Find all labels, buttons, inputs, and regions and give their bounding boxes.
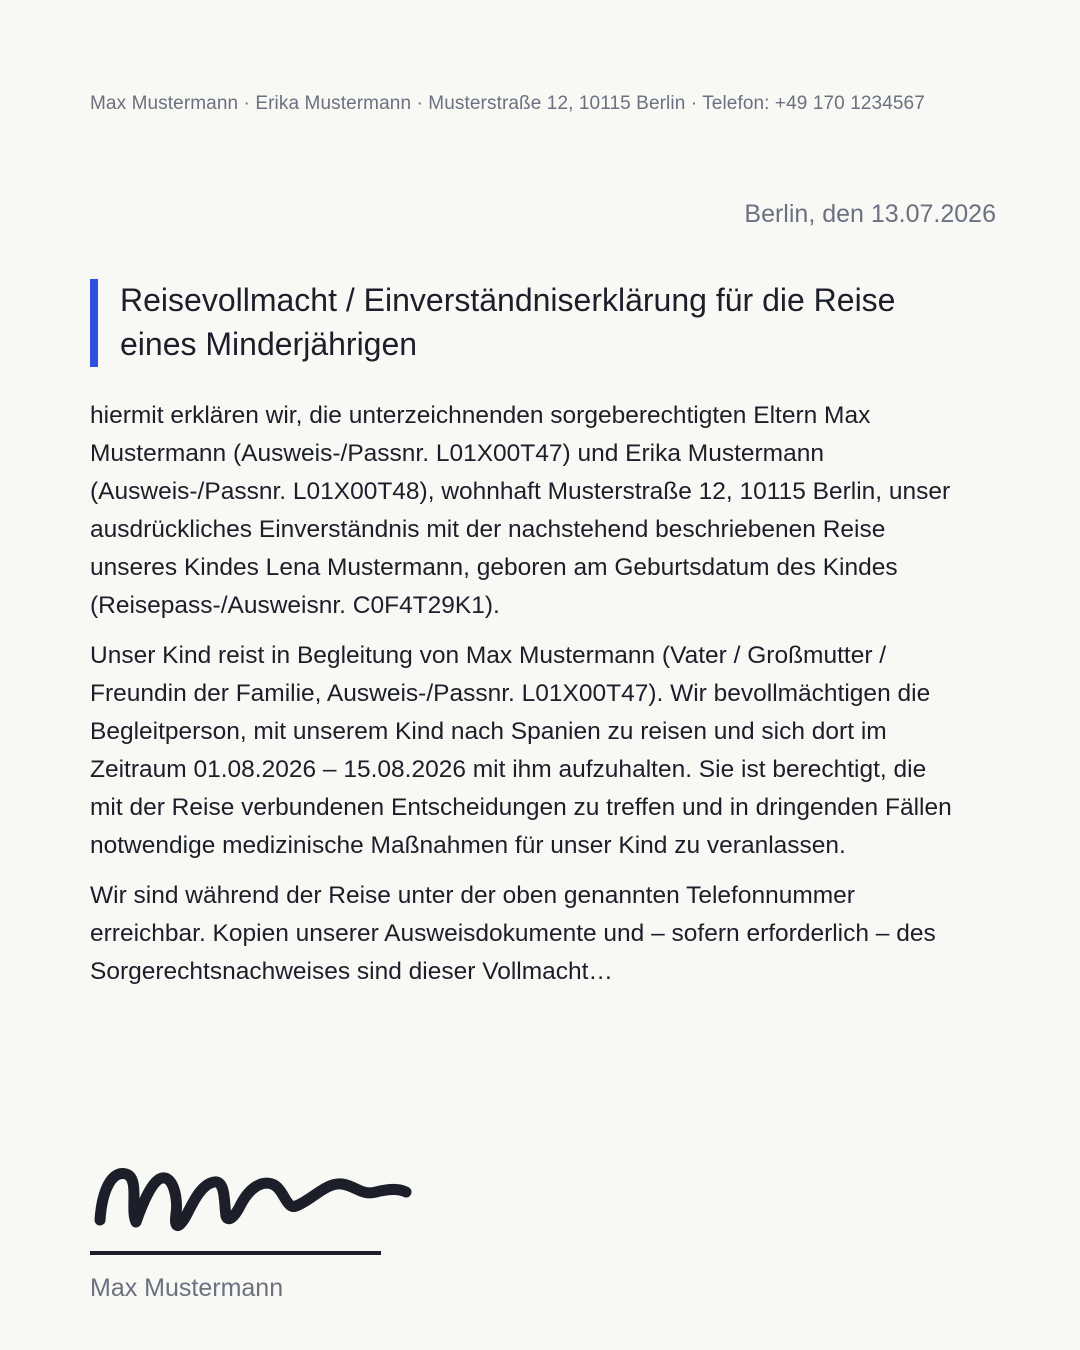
title-block	[90, 279, 950, 367]
handwritten-signature	[90, 1150, 420, 1240]
signature-line	[90, 1251, 381, 1255]
sender-address-line: Max Mustermann · Erika Mustermann · Musterstraße 12, 10115 Berlin · Telefon: +49 170 1234567	[90, 93, 925, 114]
document-title: Reisevollmacht / Einverständniserklärung für die Reise eines Minderjährigen	[120, 282, 896, 362]
letter-page	[90, 0, 996, 1350]
signature-area	[90, 1150, 420, 1302]
body-paragraph-3: Wir sind während der Reise unter der oben genannten Telefonnummer erreichbar. Kopien unserer Ausweisdokumente und – sofern erforderlich – des Sorgerechtsnachweises sind dieser Vollmacht…	[90, 882, 936, 985]
signer-name: Max Mustermann	[90, 1274, 284, 1302]
body-paragraph-2: Unser Kind reist in Begleitung von Max Mustermann (Vater / Großmutter / Freundin der Familie, Ausweis-/Passnr. L01X00T47). Wir bevollmächtigen die Begleitperson, mit unserem Kind nach Spanien zu reisen und sich dort im Zeitraum 01.08.2026 – 15.08.2026 mit ihm aufzuhalten. Sie ist berechtigt, die mit der Reise verbundenen Entscheidungen zu treffen und in dringenden Fällen notwendige medizinische Maßnahmen für unser Kind zu veranlassen.	[90, 642, 952, 859]
body-paragraph-1: hiermit erklären wir, die unterzeichnenden sorgeberechtigten Eltern Max Mustermann (Ausweis-/Passnr. L01X00T47) und Erika Mustermann (Ausweis-/Passnr. L01X00T48), wohnhaft Musterstraße 12, 10115 Berlin, unser ausdrückliches Einverständnis mit der nachstehend beschriebenen Reise unseres Kindes Lena Mustermann, geboren am Geburtsdatum des Kindes (Reisepass-/Ausweisnr. C0F4T29K1).	[90, 402, 951, 619]
letter-body	[90, 397, 965, 1003]
date-line: Berlin, den 13.07.2026	[744, 200, 996, 228]
